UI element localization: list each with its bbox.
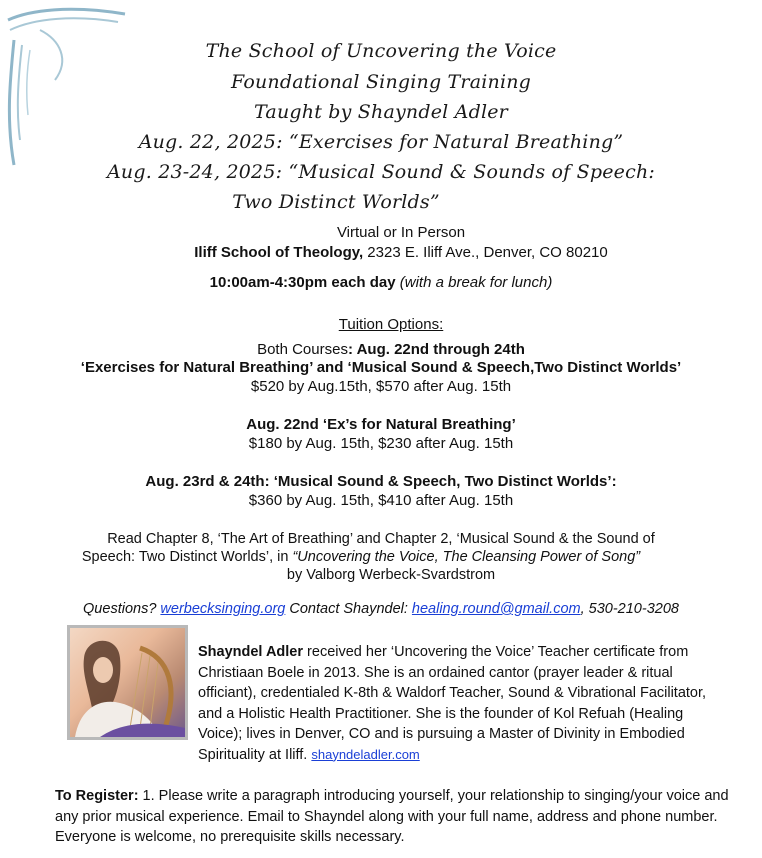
teacher-photo — [67, 625, 188, 740]
session-2-line1: Aug. 23-24, 2025: “Musical Sound & Sounds of Speech: — [107, 161, 655, 183]
bio-text: received her ‘Uncovering the Voice’ Teacher certificate from Christiaan Boele in 2013. She is an ordained cantor (prayer leader & ritual officiant), credentialed K-8th & Waldorf Teacher, Sound & Vibrational Facilitator, and a Holistic Health Practitioner. She is the founder of Kol Refuah (Healing Voice); lives in Denver, CO and is pursuing a Master of Divinity in Embodied Spirituality at Iliff. — [198, 644, 707, 763]
hours-time: 10:00am-4:30pm each day — [209, 274, 396, 291]
venue-street: 2323 E. Iliff Ave., Denver, CO 80210 — [363, 244, 608, 261]
contact-questions: Questions? — [83, 601, 161, 617]
reading-chapter: Speech: Two Distinct Worlds’, in — [81, 549, 293, 565]
register-label: To Register: — [55, 788, 139, 804]
tuition-heading: Tuition Options: — [338, 316, 444, 333]
reading-line1: Read Chapter 8, ‘The Art of Breathing’ and Chapter 2, ‘Musical Sound & the Sound of — [107, 531, 655, 547]
tuition-both-prefix: Both Courses — [257, 341, 348, 358]
register-text: 1. Please write a paragraph introducing yourself, your relationship to singing/your voice and any prior musical experience. Email to Shayndel along with your full name, address and phone number. Everyone is welcome, no prerequisite skills necessary. — [55, 788, 729, 845]
bio-name: Shayndel Adler — [198, 644, 304, 660]
contact-text: Contact Shayndel: — [285, 601, 412, 617]
website-link[interactable]: werbecksinging.org — [160, 601, 286, 617]
session-2-line2: Two Distinct Worlds” — [232, 191, 440, 213]
register-section — [55, 786, 735, 848]
tuition-both-dates: : Aug. 22nd through 24th — [347, 341, 525, 358]
tuition-sound-title: Aug. 23rd & 24th: ‘Musical Sound & Speech, Two Distinct Worlds’: — [145, 473, 617, 490]
title-school: The School of Uncovering the Voice — [205, 40, 557, 62]
tuition-breathing-price: $180 by Aug. 15th, $230 after Aug. 15th — [248, 435, 514, 452]
title-teacher: Taught by Shayndel Adler — [254, 101, 508, 123]
venue-address — [20, 243, 762, 263]
session-1: Aug. 22, 2025: “Exercises for Natural Breathing” — [138, 131, 624, 153]
bio-website-link[interactable]: shayndeladler.com — [311, 746, 420, 762]
title-training: Foundational Singing Training — [230, 71, 532, 93]
teacher-bio — [198, 642, 718, 765]
tuition-both-titles: ‘Exercises for Natural Breathing’ and ‘Musical Sound & Speech,Two Distinct Worlds’ — [80, 359, 682, 376]
venue-mode: Virtual or In Person — [336, 224, 466, 241]
email-link[interactable]: healing.round@gmail.com — [411, 601, 581, 617]
reading-book-title: “Uncovering the Voice, The Cleansing Power of Song” — [292, 549, 641, 565]
tuition-sound-price: $360 by Aug. 15th, $410 after Aug. 15th — [248, 492, 514, 509]
contact-phone: , 530-210-3208 — [580, 601, 679, 617]
tuition-breathing-title: Aug. 22nd ‘Ex’s for Natural Breathing’ — [246, 416, 516, 433]
venue-school: Iliff School of Theology, — [194, 244, 364, 261]
contact-line — [0, 599, 762, 619]
hours-note: (with a break for lunch) — [395, 274, 553, 291]
harp-player-illustration — [70, 628, 185, 737]
reading-line2 — [0, 547, 742, 567]
hours — [0, 273, 762, 293]
tuition-both — [10, 340, 762, 360]
tuition-both-price: $520 by Aug.15th, $570 after Aug. 15th — [250, 378, 512, 395]
reading-author: by Valborg Werbeck-Svardstrom — [286, 567, 496, 583]
